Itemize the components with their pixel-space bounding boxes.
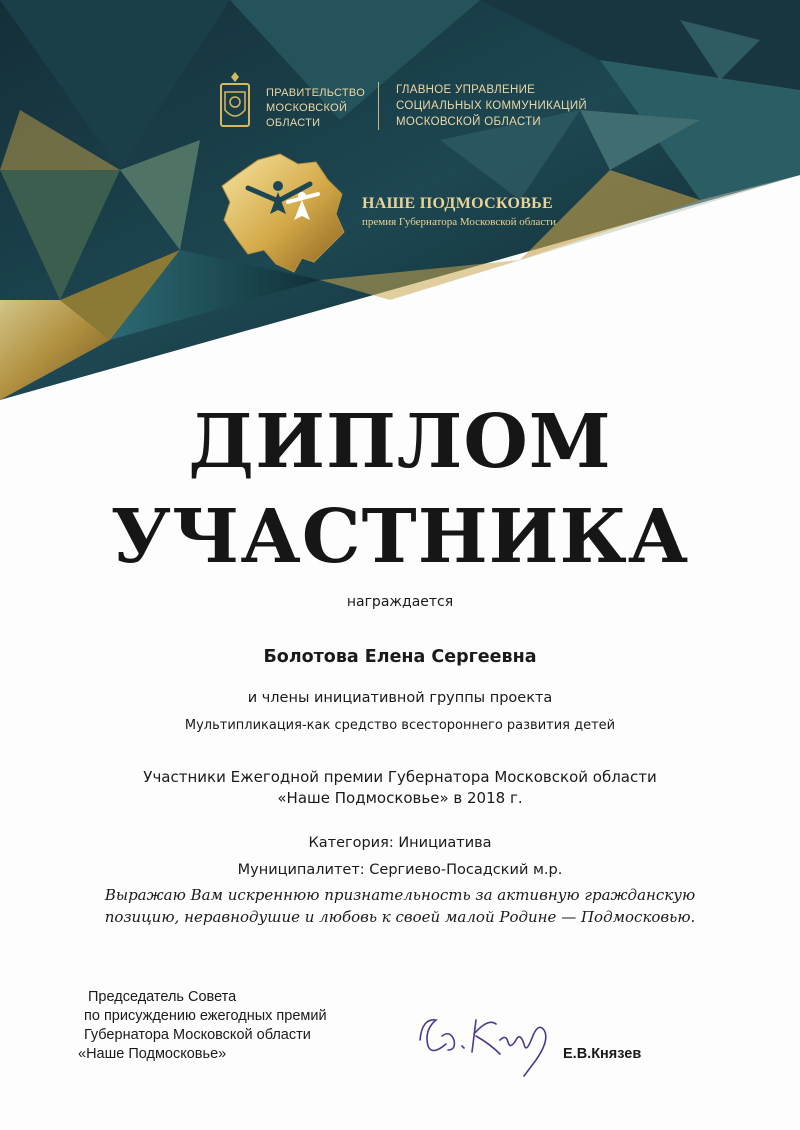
gratitude-line: Выражаю Вам искреннюю признательность за активную гражданскую	[104, 886, 696, 904]
gratitude-text	[100, 884, 700, 928]
moscow-region-map-icon	[218, 150, 348, 276]
diploma-title-line-1: ДИПЛОМ	[188, 399, 612, 485]
chairman-title	[78, 988, 327, 1064]
department-name	[396, 82, 587, 130]
award-title: НАШЕ ПОДМОСКОВЬЕ	[362, 195, 554, 212]
recipient-name: Болотова Елена Сергеевна	[263, 647, 537, 667]
diploma-title-line-2: УЧАСТНИКА	[110, 494, 690, 580]
municipality-text: Муниципалитет: Сергиево-Посадский м.р.	[237, 862, 563, 878]
awarded-label: награждается	[346, 594, 454, 610]
chairman-line: Губернатора Московской области	[84, 1027, 311, 1043]
government-line: ПРАВИТЕЛЬСТВО	[266, 87, 366, 99]
participants-line: Участники Ежегодной премии Губернатора Московской области	[143, 768, 657, 786]
award-subtitle: премия Губернатора Московской области	[362, 216, 556, 228]
government-line: ОБЛАСТИ	[266, 117, 321, 129]
government-line: МОСКОВСКОЙ	[266, 102, 348, 114]
participants-text	[0, 767, 800, 809]
handwritten-signature	[412, 1000, 562, 1080]
department-line: МОСКОВСКОЙ ОБЛАСТИ	[396, 116, 541, 128]
government-coat-of-arms-icon	[215, 70, 255, 132]
chairman-line: по присуждению ежегодных премий	[84, 1008, 327, 1024]
header-divider	[378, 82, 379, 130]
participants-line: «Наше Подмосковье» в 2018 г.	[277, 789, 523, 807]
government-name	[266, 86, 365, 131]
department-line: СОЦИАЛЬНЫХ КОММУНИКАЦИЙ	[396, 100, 587, 112]
signer-name: Е.В.Князев	[563, 1046, 642, 1062]
chairman-line: Председатель Совета	[88, 989, 237, 1005]
department-line: ГЛАВНОЕ УПРАВЛЕНИЕ	[396, 84, 536, 96]
chairman-line: «Наше Подмосковье»	[78, 1046, 227, 1062]
gratitude-line: позицию, неравнодушие и любовь к своей малой Родине — Подмосковью.	[104, 908, 696, 926]
project-name: Мультипликация-как средство всестороннего развития детей	[184, 718, 616, 733]
members-text: и члены инициативной группы проекта	[247, 690, 553, 706]
category-text: Категория: Инициатива	[308, 835, 492, 851]
